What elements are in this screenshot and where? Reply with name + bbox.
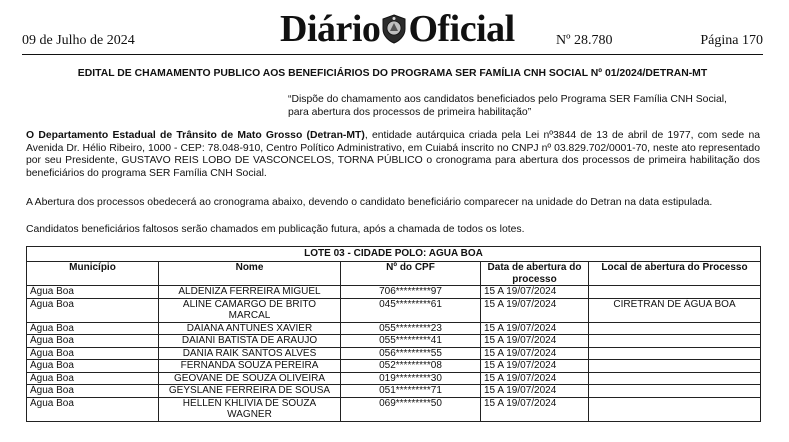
cell-local [589, 286, 761, 299]
cell-local [589, 322, 761, 335]
cell-cpf: 056*********55 [341, 347, 481, 360]
paragraph-intro-text: , entidade autárquica criada pela Lei nº3844 de 13 de abril de 1977, com sede na Avenida Dr. Hélio Ribeiro, 1000 - CEP: 78.048-910, Centro Político Administrativo, em Cuiabá inscrito no CNPJ nº 03.829.702/0001-70, neste ato representado por seu Presidente, GUSTAVO REIS LOBO DE VASCONCELOS, TORNA PÚBLICO o cronograma para abertura dos processos de primeira habilitação dos beneficiários do programa SER Família CNH Social. [26, 130, 760, 179]
cell-nome: ALDENIZA FERREIRA MIGUEL [159, 286, 341, 299]
cell-local [589, 385, 761, 398]
table-row [27, 385, 761, 398]
cell-data: 15 A 19/07/2024 [481, 372, 589, 385]
paragraph-intro [26, 130, 760, 180]
column-header-cpf: Nº do CPF [341, 262, 481, 286]
cell-cpf: 055*********23 [341, 322, 481, 335]
lote-title: LOTE 03 - CIDADE POLO: AGUA BOA [27, 247, 761, 262]
cell-cpf: 055*********41 [341, 335, 481, 348]
table-row [27, 347, 761, 360]
cell-local [589, 335, 761, 348]
cell-local: CIRETRAN DE ÁGUA BOA [589, 298, 761, 322]
paragraph-intro-bold: O Departamento Estadual de Trânsito de Mato Grosso (Detran-MT) [26, 130, 365, 141]
cell-cpf: 045*********61 [341, 298, 481, 322]
paragraph-absentees: Candidatos beneficiários faltosos serão chamados em publicação futura, após a chamada de todos os lotes. [26, 224, 525, 235]
cell-municipio: Água Boa [27, 347, 159, 360]
cell-nome: GEYSLANE FERREIRA DE SOUSA [159, 385, 341, 398]
paragraph-schedule: A Abertura dos processos obedecerá ao cronograma abaixo, devendo o candidato beneficiário comparecer na unidade do Detran na data estipulada. [26, 197, 713, 208]
cell-municipio: Água Boa [27, 360, 159, 373]
cell-municipio: Água Boa [27, 335, 159, 348]
table-row [27, 360, 761, 373]
cell-local [589, 372, 761, 385]
cell-data: 15 A 19/07/2024 [481, 397, 589, 421]
cell-data: 15 A 19/07/2024 [481, 322, 589, 335]
page-number: Página 170 [700, 33, 763, 48]
cell-data: 15 A 19/07/2024 [481, 360, 589, 373]
cell-nome: DAIANA ANTUNES XAVIER [159, 322, 341, 335]
column-header-data: Data de abertura do processo [481, 262, 589, 286]
masthead-title [280, 10, 515, 48]
issue-number: Nº 28.780 [556, 33, 613, 48]
cell-municipio: Água Boa [27, 286, 159, 299]
cell-nome: GEOVANE DE SOUZA OLIVEIRA [159, 372, 341, 385]
state-seal-icon [381, 14, 407, 44]
edital-title: EDITAL DE CHAMAMENTO PUBLICO AOS BENEFICIÁRIOS DO PROGRAMA SER FAMÍLIA CNH SOCIAL Nº 01/2024/DETRAN-MT [77, 68, 708, 79]
cell-cpf: 051*********71 [341, 385, 481, 398]
table-row [27, 322, 761, 335]
masthead-title-left: Diário [280, 8, 381, 50]
cell-data: 15 A 19/07/2024 [481, 298, 589, 322]
table-row [27, 397, 761, 421]
table-row [27, 298, 761, 322]
cell-nome: ALINE CAMARGO DE BRITO MARCAL [159, 298, 341, 322]
cell-municipio: Água Boa [27, 322, 159, 335]
cell-local [589, 360, 761, 373]
cell-local [589, 397, 761, 421]
edital-ementa: “Dispõe do chamamento aos candidatos beneficiados pelo Programa SER Família CNH Social, para abertura dos processos de primeira habilitação” [288, 94, 727, 118]
issue-date: 09 de Julho de 2024 [22, 33, 135, 48]
cell-municipio: Água Boa [27, 385, 159, 398]
cell-nome: DANIA RAIK SANTOS ALVES [159, 347, 341, 360]
table-row [27, 372, 761, 385]
cell-municipio: Água Boa [27, 298, 159, 322]
table-row [27, 286, 761, 299]
column-header-municipio: Município [27, 262, 159, 286]
lote-table [26, 246, 761, 422]
masthead-title-right: Oficial [408, 8, 515, 50]
cell-data: 15 A 19/07/2024 [481, 385, 589, 398]
page-header [0, 0, 789, 56]
cell-data: 15 A 19/07/2024 [481, 286, 589, 299]
cell-municipio: Água Boa [27, 397, 159, 421]
cell-data: 15 A 19/07/2024 [481, 335, 589, 348]
cell-local [589, 347, 761, 360]
cell-municipio: Água Boa [27, 372, 159, 385]
cell-data: 15 A 19/07/2024 [481, 347, 589, 360]
column-header-local: Local de abertura do Processo [589, 262, 761, 286]
cell-cpf: 052*********08 [341, 360, 481, 373]
cell-nome: DAIANI BATISTA DE ARAUJO [159, 335, 341, 348]
cell-cpf: 019*********30 [341, 372, 481, 385]
cell-cpf: 069*********50 [341, 397, 481, 421]
cell-cpf: 706*********97 [341, 286, 481, 299]
table-row [27, 335, 761, 348]
column-header-nome: Nome [159, 262, 341, 286]
cell-nome: FERNANDA SOUZA PEREIRA [159, 360, 341, 373]
header-divider [22, 54, 763, 55]
cell-nome: HELLEN KHLIVIA DE SOUZA WAGNER [159, 397, 341, 421]
